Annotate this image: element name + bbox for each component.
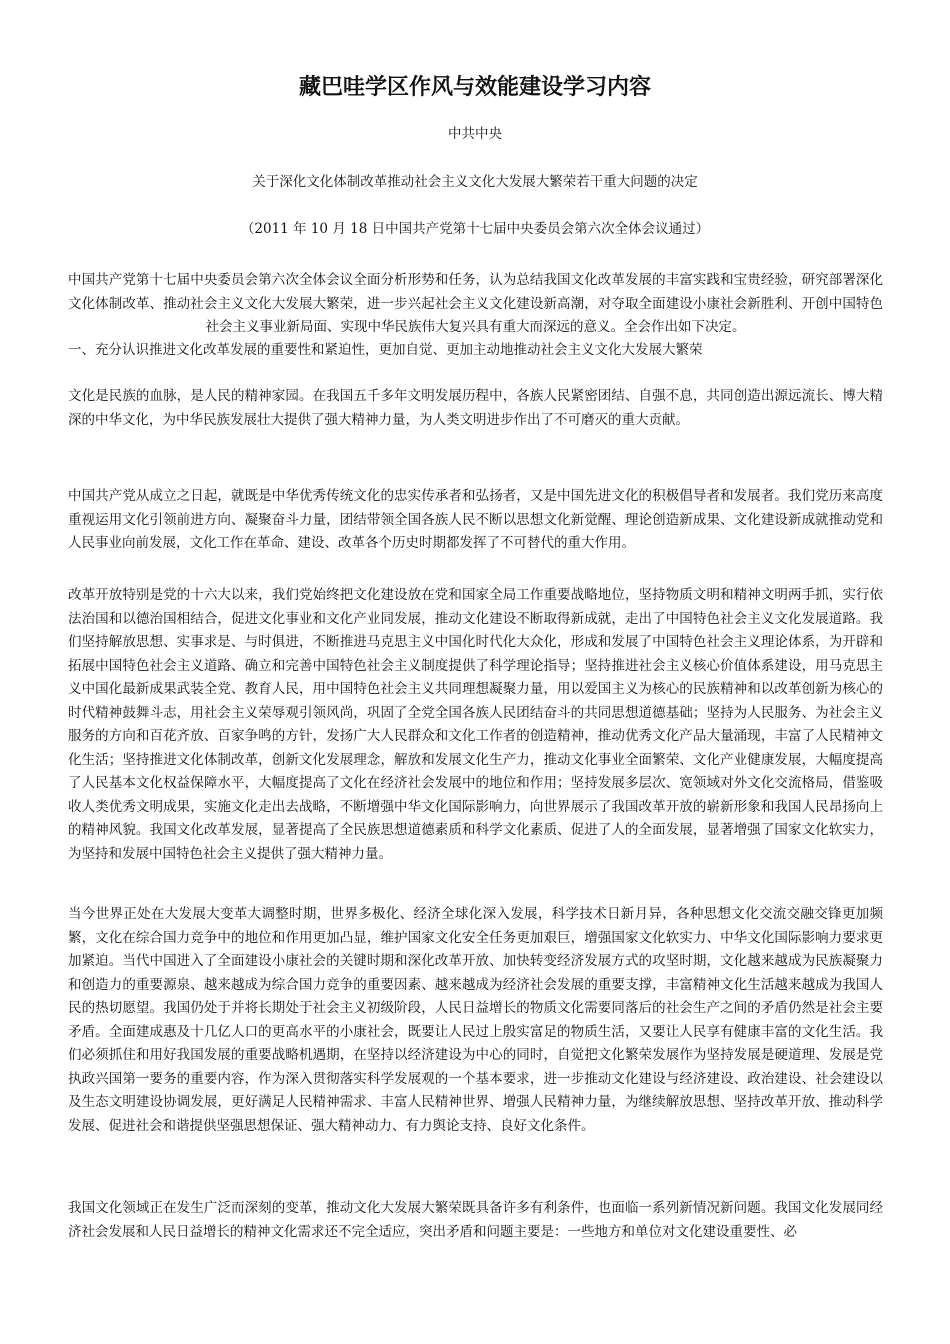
intro-paragraph: 中国共产党第十七届中央委员会第六次全体会议全面分析形势和任务，认为总结我国文化改革发展的丰富实践和宝贵经验，研究部署深化文化体制改革、推动社会主义文化大发展大繁荣，进一步兴起社会主义文化建设新高潮，对夺取全面建设小康社会新胜利、开创中国特色社会主义事业新局面、实现中华民族伟大复兴具有重大而深远的意义。全会作出如下决定。 xyxy=(68,272,883,335)
document-title: 藏巴哇学区作风与效能建设学习内容 xyxy=(298,75,651,100)
body-paragraph: 改革开放特别是党的十六大以来，我们党始终把文化建设放在党和国家全局工作重要战略地位，坚持物质文明和精神文明两手抓，实行依法治国和以德治国相结合，促进文化事业和文化产业同发展，推动文化建设不断取得新成就，走出了中国特色社会主义文化发展道路。我们坚持解放思想、实事求是、与时俱进，不断推进马克思主义中国化时代化大众化，形成和发展了中国特色社会主义理论体系，为开辟和拓展中国特色社会主义道路、确立和完善中国特色社会主义制度提供了科学理论指导；坚持推进社会主义核心价值体系建设，用马克思主义中国化最新成果武装全党、教育人民，用中国特色社会主义共同理想凝聚力量，用以爱国主义为核心的民族精神和以改革创新为核心的时代精神鼓舞斗志，用社会主义荣辱观引领风尚，巩固了全党全国各族人民团结奋斗的共同思想道德基础；坚持为人民服务、为社会主义服务的方向和百花齐放、百家争鸣的方针，发扬广大人民群众和文化工作者的创造精神，推动优秀文化产品大量涌现，丰富了人民精神文化生活；坚持推进文化体制改革，创新文化发展理念，解放和发展文化生产力，推动文化事业全面繁荣、文化产业健康发展，大幅度提高了人民基本文化权益保障水平，大幅度提高了文化在经济社会发展中的地位和作用；坚持发展多层次、宽领域对外文化交流格局，借鉴吸收人类优秀文明成果，实施文化走出去战略，不断增强中华文化国际影响力，向世界展示了我国改革开放的崭新形象和我国人民昂扬向上的精神风貌。我国文化改革发展，显著提高了全民族思想道德素质和科学文化素质、促进了人的全面发展，显著增强了国家文化软实力，为坚持和发展中国特色社会主义提供了强大精神力量。 xyxy=(68,587,883,862)
body-paragraph: 我国文化领域正在发生广泛而深刻的变革，推动文化大发展大繁荣既具备许多有利条件，也面临一系列新情况新问题。我国文化发展同经济社会发展和人民日益增长的精神文化需求还不完全适应，突出矛盾和问题主要是：一些地方和单位对文化建设重要性、必 xyxy=(68,1200,883,1240)
section-heading: 一、充分认识推进文化改革发展的重要性和紧迫性，更加自觉、更加主动地推动社会主义文化大发展大繁荣 xyxy=(68,342,703,358)
body-paragraph: 当今世界正处在大发展大变革大调整时期，世界多极化、经济全球化深入发展，科学技术日新月异，各种思想文化交流交融交锋更加频繁，文化在综合国力竞争中的地位和作用更加凸显，维护国家文化安全任务更加艰巨，增强国家文化软实力、中华文化国际影响力要求更加紧迫。当代中国进入了全面建设小康社会的关键时期和深化改革开放、加快转变经济发展方式的攻坚时期，文化越来越成为民族凝聚力和创造力的重要源泉、越来越成为综合国力竞争的重要因素、越来越成为经济社会发展的重要支撑，丰富精神文化生活越来越成为我国人民的热切愿望。我国仍处于并将长期处于社会主义初级阶段，人民日益增长的物质文化需要同落后的社会生产之间的矛盾仍然是社会主要矛盾。全面建成惠及十几亿人口的更高水平的小康社会，既要让人民过上殷实富足的物质生活，又要让人民享有健康丰富的文化生活。我们必须抓住和用好我国发展的重要战略机遇期，在坚持以经济建设为中心的同时，自觉把文化繁荣发展作为坚持发展是硬道理、发展是党执政兴国第一要务的重要内容，作为深入贯彻落实科学发展观的一个基本要求，进一步推动文化建设与经济建设、政治建设、社会建设以及生态文明建设协调发展，更好满足人民精神需求、丰富人民精神世界、增强人民精神力量，为继续解放思想、坚持改革开放、推动科学发展、促进社会和谐提供坚强思想保证、强大精神动力、有力舆论支持、良好文化条件。 xyxy=(68,906,883,1134)
document-dateline: （2011 年 10 月 18 日中国共产党第十七届中央委员会第六次全体会议通过） xyxy=(240,221,710,237)
document-author: 中共中央 xyxy=(448,126,502,142)
body-paragraph: 中国共产党从成立之日起，就既是中华优秀传统文化的忠实传承者和弘扬者，又是中国先进文化的积极倡导者和发展者。我们党历来高度重视运用文化引领前进方向、凝聚奋斗力量，团结带领全国各族人民不断以思想文化新觉醒、理论创造新成果、文化建设新成就推动党和人民事业向前发展，文化工作在革命、建设、改革各个历史时期都发挥了不可替代的重大作用。 xyxy=(68,488,883,551)
body-paragraph: 文化是民族的血脉，是人民的精神家园。在我国五千多年文明发展历程中，各族人民紧密团结、自强不息，共同创造出源远流长、博大精深的中华文化，为中华民族发展壮大提供了强大精神力量，为人类文明进步作出了不可磨灭的重大贡献。 xyxy=(68,388,883,428)
document-subtitle: 关于深化文化体制改革推动社会主义文化大发展大繁荣若干重大问题的决定 xyxy=(252,174,698,190)
